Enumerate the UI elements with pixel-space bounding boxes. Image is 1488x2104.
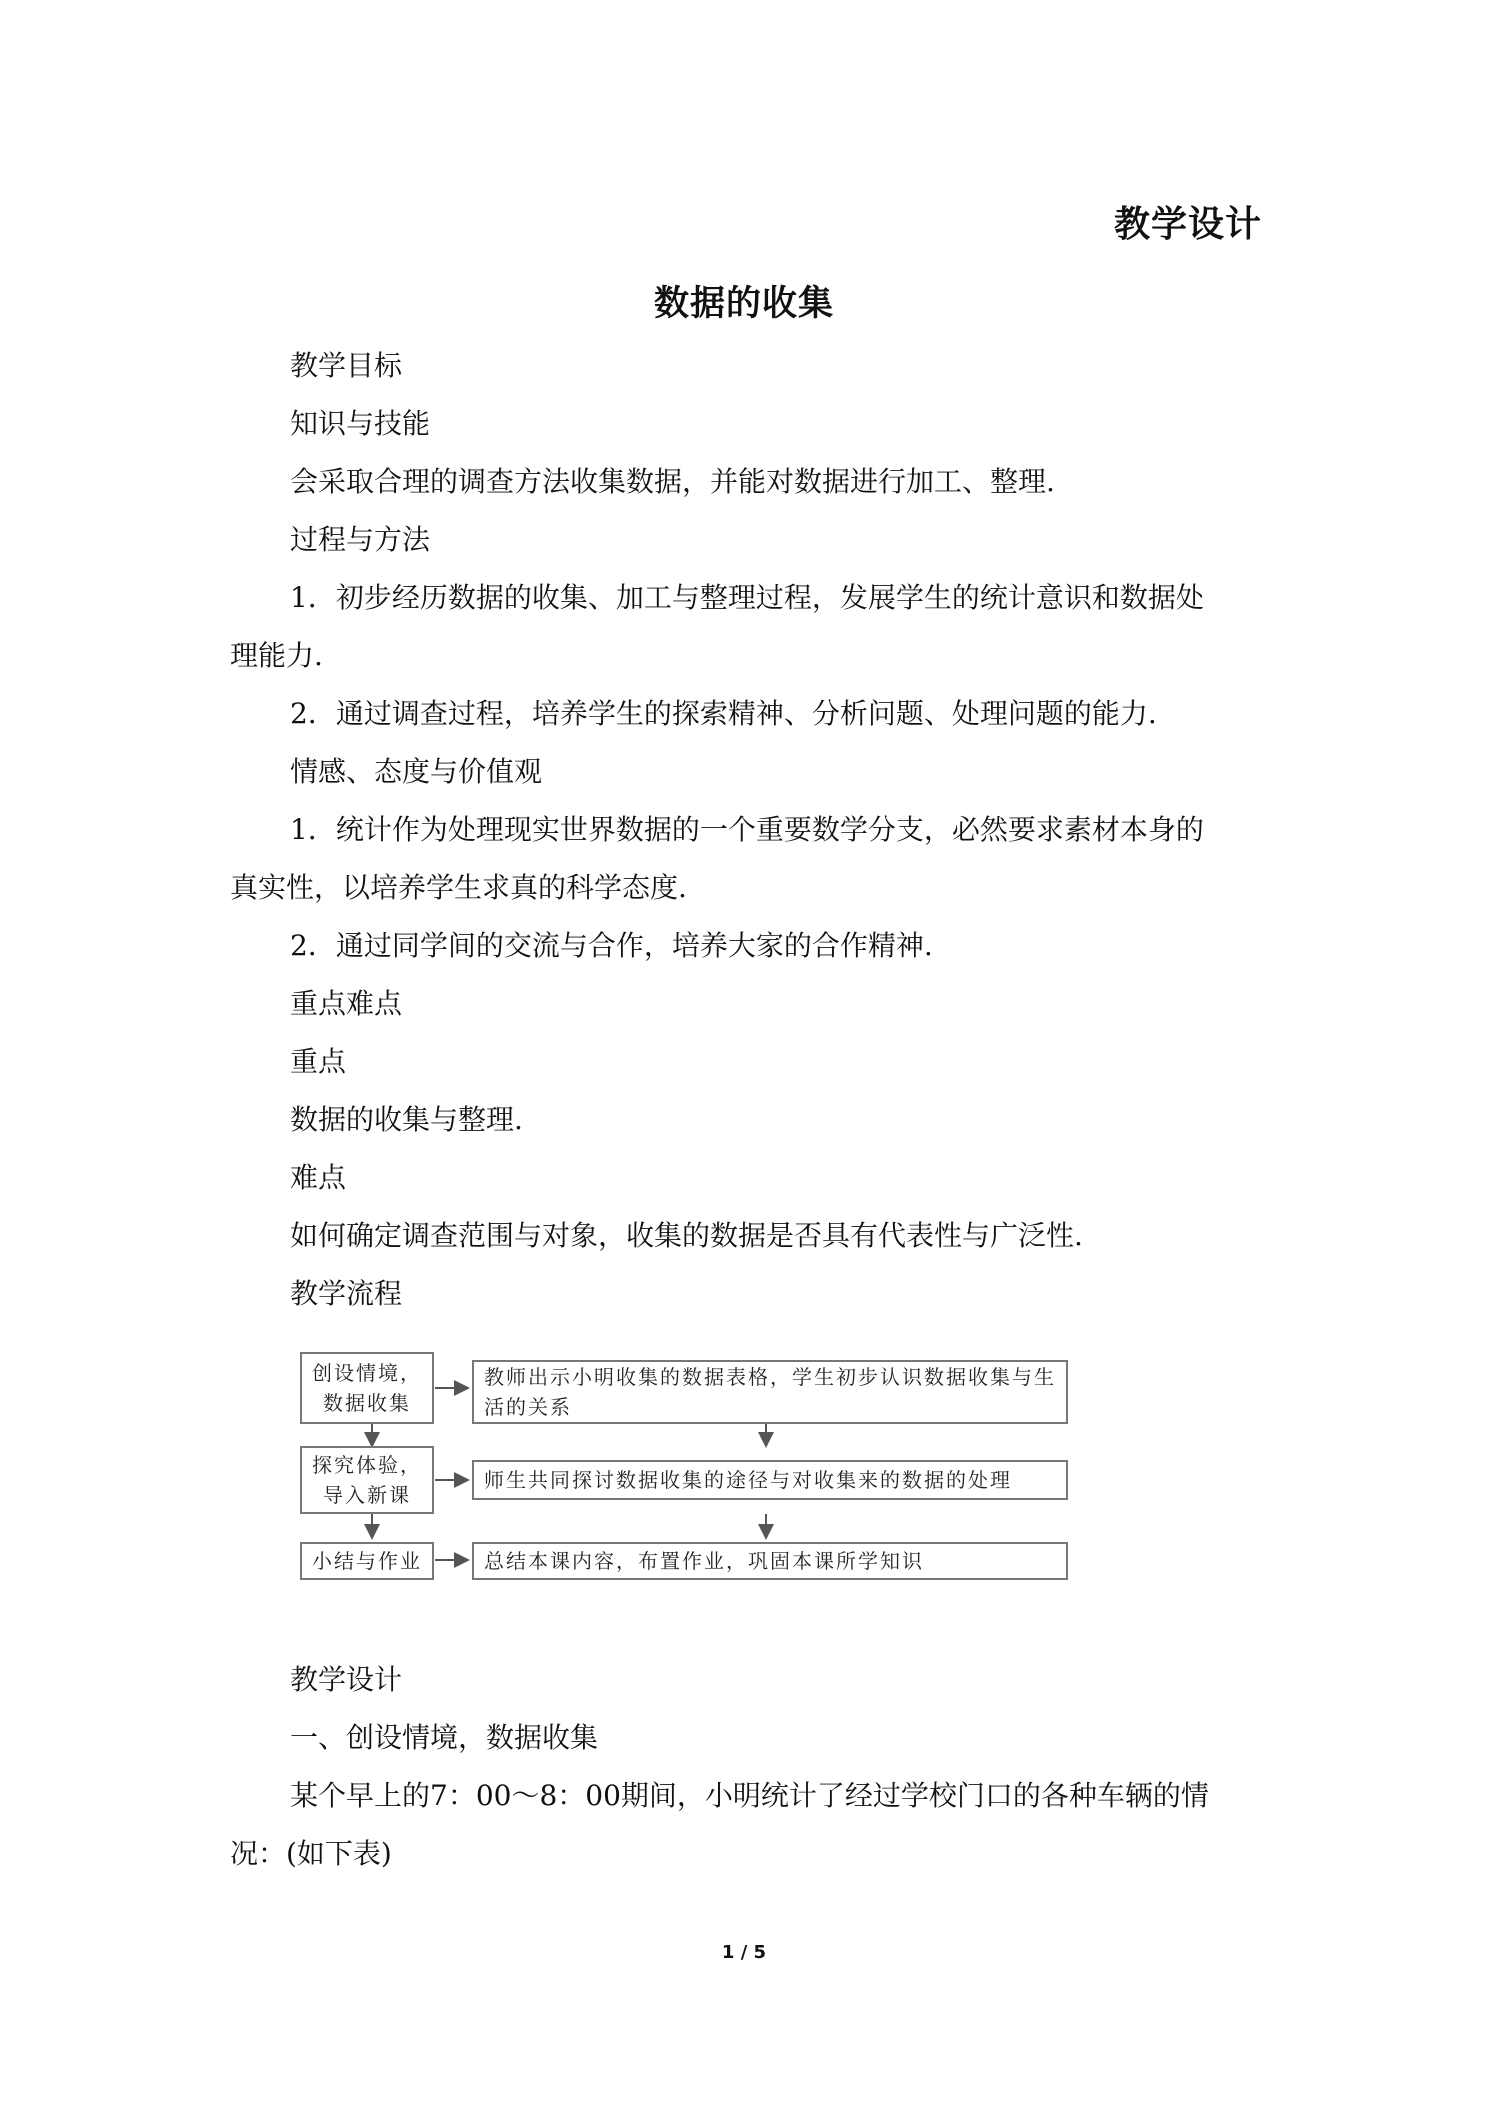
page-number: 1 / 5 — [721, 1942, 767, 1963]
lesson-title: 数据的收集 — [653, 284, 834, 324]
subsection-heading: 重点 — [290, 1045, 347, 1078]
paragraph: 2．通过调查过程，培养学生的探索精神、分析问题、处理问题的能力. — [290, 697, 1157, 730]
document-type-label: 教学设计 — [1113, 204, 1262, 245]
paragraph: 数据的收集与整理. — [290, 1103, 523, 1136]
paragraph-continuation: 况：(如下表) — [230, 1837, 392, 1870]
flow-stage-label: 探究体验， — [312, 1453, 422, 1477]
section-heading: 教学流程 — [290, 1277, 403, 1310]
flow-stage-box — [300, 1542, 434, 1580]
paragraph-continuation: 真实性，以培养学生求真的科学态度. — [230, 871, 687, 904]
flow-stage-box — [300, 1446, 434, 1514]
flow-stage-label: 导入新课 — [323, 1483, 411, 1507]
section-heading: 重点难点 — [290, 987, 403, 1020]
paragraph: 2．通过同学间的交流与合作，培养大家的合作精神. — [290, 929, 933, 962]
section-heading: 教学目标 — [290, 349, 403, 382]
flow-stage-label: 创设情境， — [312, 1361, 422, 1385]
subsection-heading: 知识与技能 — [290, 407, 431, 440]
paragraph: 如何确定调查范围与对象，收集的数据是否具有代表性与广泛性. — [290, 1219, 1083, 1252]
flow-description-box — [472, 1360, 1068, 1424]
paragraph: 会采取合理的调查方法收集数据，并能对数据进行加工、整理. — [290, 465, 1055, 498]
subsection-heading: 情感、态度与价值观 — [290, 755, 543, 788]
paragraph: 1．初步经历数据的收集、加工与整理过程，发展学生的统计意识和数据处 — [290, 581, 1204, 614]
subsection-heading: 过程与方法 — [290, 523, 431, 556]
paragraph-continuation: 理能力. — [230, 639, 323, 672]
flow-description-box — [472, 1460, 1068, 1500]
flow-description-text: 教师出示小明收集的数据表格，学生初步认识数据收集与生 — [484, 1365, 1056, 1389]
flow-stage-label: 数据收集 — [323, 1391, 411, 1415]
flow-description-text: 总结本课内容，布置作业，巩固本课所学知识 — [484, 1549, 924, 1573]
flow-stage-box — [300, 1352, 434, 1424]
flow-stage-label: 小结与作业 — [312, 1549, 422, 1573]
paragraph: 某个早上的7：00～8：00期间，小明统计了经过学校门口的各种车辆的情 — [290, 1779, 1209, 1812]
flow-description-box — [472, 1542, 1068, 1580]
subsection-heading: 一、创设情境，数据收集 — [290, 1721, 599, 1754]
section-heading: 教学设计 — [290, 1663, 403, 1696]
flow-description-text: 活的关系 — [484, 1395, 572, 1419]
teaching-flowchart — [290, 1350, 1080, 1590]
subsection-heading: 难点 — [290, 1161, 347, 1194]
paragraph: 1．统计作为处理现实世界数据的一个重要数学分支，必然要求素材本身的 — [290, 813, 1204, 846]
flow-description-text: 师生共同探讨数据收集的途径与对收集来的数据的处理 — [484, 1468, 1012, 1492]
